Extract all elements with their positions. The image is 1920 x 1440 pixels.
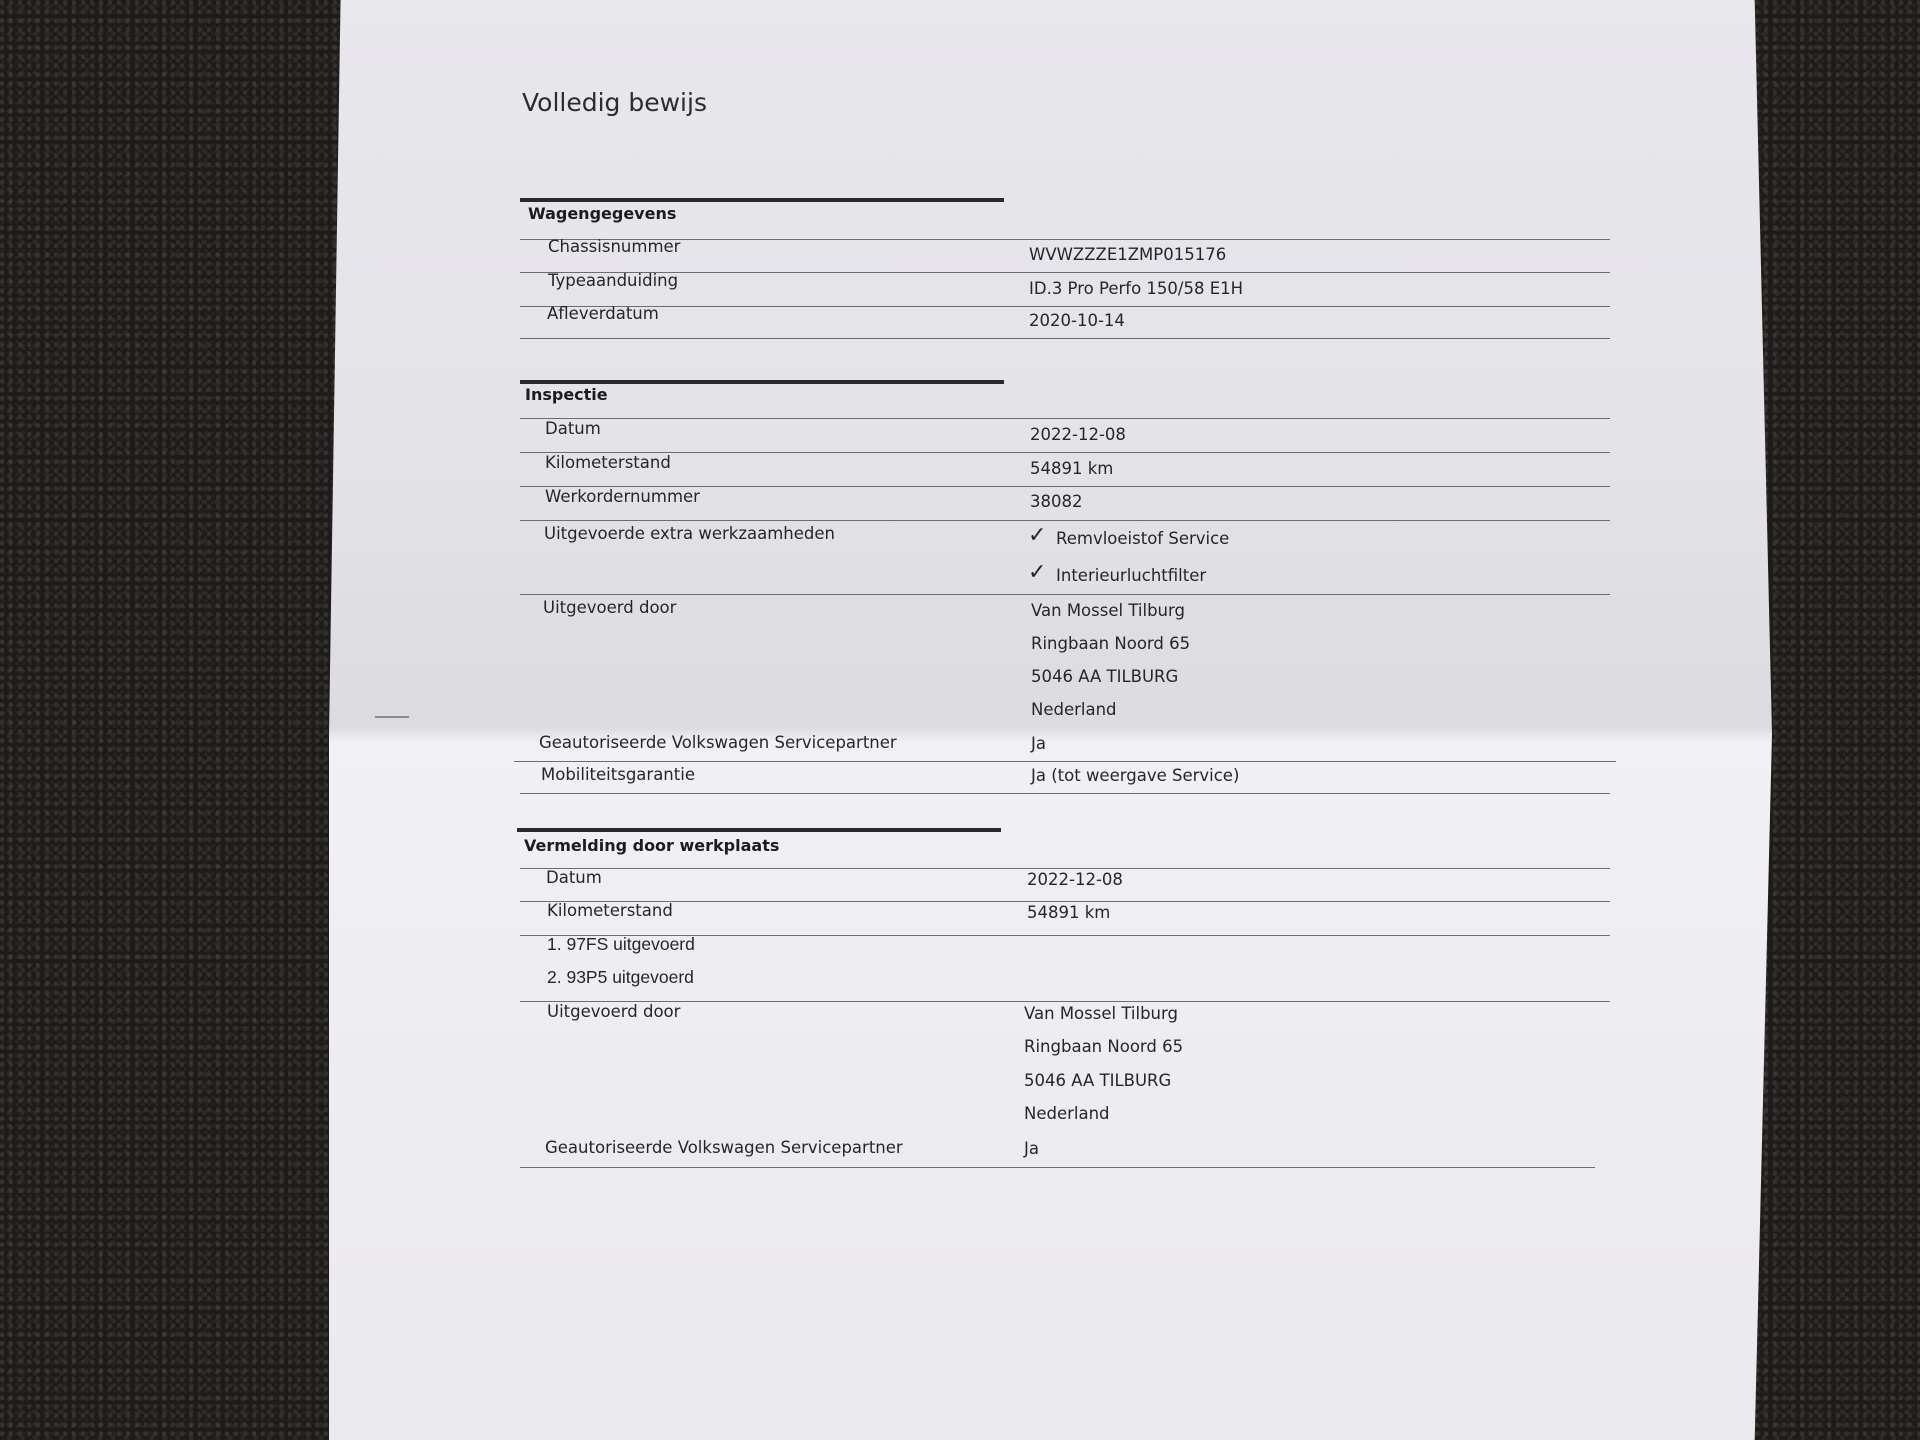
inspection-km-value: 54891 km — [1030, 459, 1114, 478]
mobility-guarantee-label: Mobiliteitsgarantie — [541, 765, 695, 784]
chassis-value: WVWZZZE1ZMP015176 — [1029, 245, 1227, 264]
workshop-servicepartner-label: Geautoriseerde Volkswagen Servicepartner — [545, 1138, 903, 1157]
extra-work-item — [1028, 523, 1230, 548]
performed-by-line: Van Mossel Tilburg — [1031, 601, 1185, 620]
extra-work-label: Uitgevoerde extra werkzaamheden — [544, 524, 835, 543]
performed-by-line: 5046 AA TILBURG — [1031, 667, 1179, 686]
type-label: Typeaanduiding — [548, 271, 679, 290]
inspection-date-value: 2022-12-08 — [1030, 425, 1126, 444]
checkmark-icon: ✓ — [1028, 523, 1047, 548]
row-divider — [520, 272, 1610, 273]
row-divider — [520, 306, 1610, 307]
workshop-km-label: Kilometerstand — [547, 901, 673, 920]
row-divider — [514, 761, 1616, 762]
row-divider — [520, 868, 1610, 869]
section-divider — [520, 198, 1004, 202]
delivery-date-label: Afleverdatum — [547, 304, 659, 323]
workshop-performed-by-line: 5046 AA TILBURG — [1024, 1071, 1172, 1090]
workshop-note: 2. 93P5 uitgevoerd — [547, 967, 694, 987]
performed-by-line: Nederland — [1031, 700, 1117, 719]
performed-by-line: Ringbaan Noord 65 — [1031, 634, 1191, 653]
workshop-performed-by-line: Van Mossel Tilburg — [1024, 1004, 1178, 1023]
document-title: Volledig bewijs — [522, 88, 707, 117]
workshop-performed-by-line: Nederland — [1024, 1104, 1110, 1123]
extra-work-item-text: Interieurluchtfilter — [1056, 566, 1207, 585]
section-divider — [517, 828, 1001, 832]
workshop-servicepartner-value: Ja — [1024, 1139, 1039, 1158]
extra-work-item — [1028, 560, 1207, 585]
row-divider — [520, 793, 1610, 794]
row-divider — [520, 418, 1610, 419]
row-divider — [520, 520, 1610, 521]
extra-work-item-text: Remvloeistof Service — [1056, 529, 1230, 548]
fold-mark — [375, 716, 409, 718]
work-order-label: Werkordernummer — [545, 487, 700, 506]
row-divider — [520, 338, 1610, 339]
workshop-date-value: 2022-12-08 — [1027, 870, 1123, 889]
delivery-date-value: 2020-10-14 — [1029, 311, 1125, 330]
section-heading-inspectie: Inspectie — [525, 385, 608, 404]
section-heading-werkplaats: Vermelding door werkplaats — [524, 836, 780, 855]
row-divider — [520, 1001, 1610, 1002]
section-divider — [520, 380, 1004, 384]
work-order-value: 38082 — [1030, 492, 1083, 511]
workshop-km-value: 54891 km — [1027, 903, 1111, 922]
row-divider — [520, 239, 1610, 240]
type-value: ID.3 Pro Perfo 150/58 E1H — [1029, 279, 1244, 298]
workshop-performed-by-line: Ringbaan Noord 65 — [1024, 1037, 1184, 1056]
workshop-note: 1. 97FS uitgevoerd — [547, 934, 695, 954]
checkmark-icon: ✓ — [1028, 560, 1047, 585]
workshop-performed-by-label: Uitgevoerd door — [547, 1002, 681, 1021]
inspection-km-label: Kilometerstand — [545, 453, 671, 472]
row-divider — [520, 452, 1610, 453]
chassis-label: Chassisnummer — [548, 237, 681, 256]
row-divider — [520, 594, 1610, 595]
servicepartner-label: Geautoriseerde Volkswagen Servicepartner — [539, 733, 897, 752]
section-heading-wagengegevens: Wagengegevens — [528, 204, 677, 223]
servicepartner-value: Ja — [1031, 734, 1046, 753]
row-divider — [520, 1167, 1595, 1168]
workshop-date-label: Datum — [546, 868, 602, 887]
inspection-date-label: Datum — [545, 419, 601, 438]
mobility-guarantee-value: Ja (tot weergave Service) — [1031, 766, 1240, 785]
performed-by-label: Uitgevoerd door — [543, 598, 677, 617]
row-divider — [520, 901, 1610, 902]
